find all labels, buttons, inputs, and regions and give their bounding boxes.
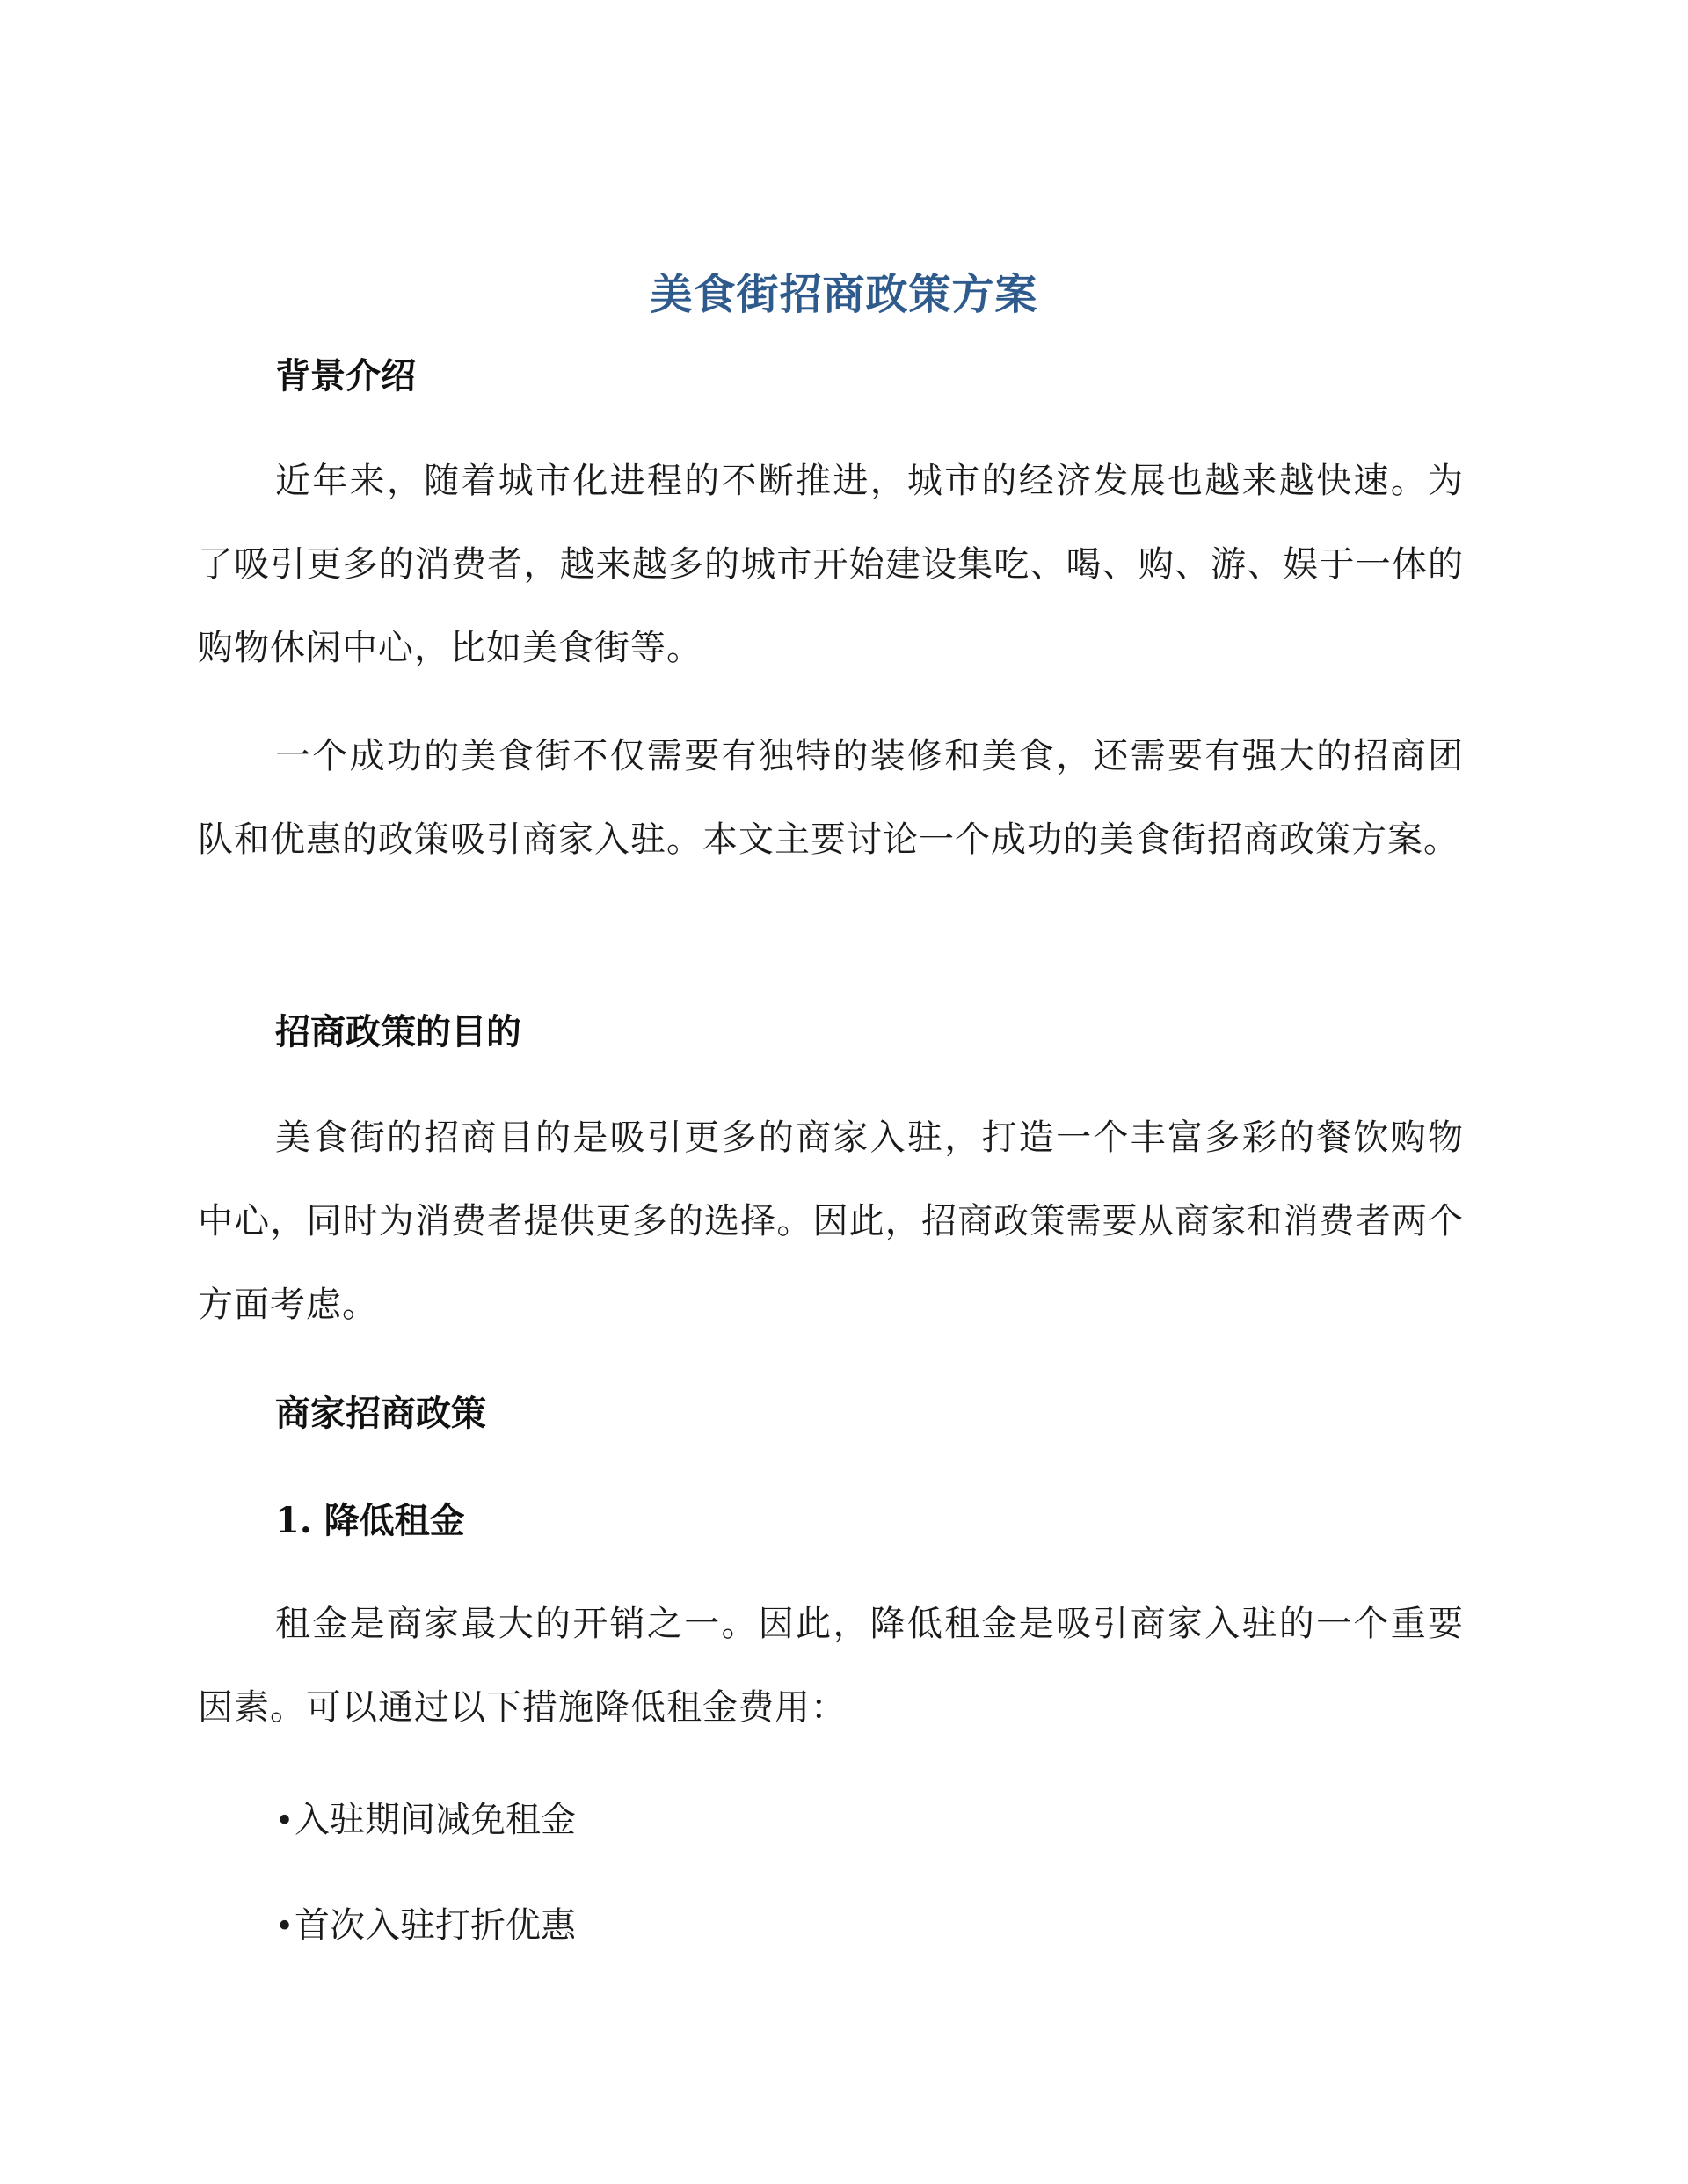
bullet-icon: • — [275, 1909, 295, 1945]
paragraph-reduce-rent-1: 租金是商家最大的开销之一。因此，降低租金是吸引商家入驻的一个重要因素。可以通过以下措施降低租金费用： — [198, 1604, 1464, 1728]
document-title: 美食街招商政策方案 — [650, 270, 1038, 319]
paragraph-background-1: 近年来，随着城市化进程的不断推进，城市的经济发展也越来越快速。为了吸引更多的消费者，越来越多的城市开始建设集吃、喝、购、游、娱于一体的购物休闲中心，比如美食街等。 — [198, 461, 1464, 668]
section-heading-purpose: 招商政策的目的 — [275, 1011, 521, 1052]
bullet-icon: • — [275, 1803, 295, 1839]
subheading-reduce-rent: 1. 降低租金 — [275, 1500, 465, 1541]
paragraph-background-2: 一个成功的美食街不仅需要有独特的装修和美食，还需要有强大的招商团队和优惠的政策吸引商家入驻。本文主要讨论一个成功的美食街招商政策方案。 — [198, 736, 1464, 860]
list-item — [275, 1899, 576, 1954]
list-item-text: 入驻期间减免租金 — [295, 1800, 576, 1840]
list-item — [275, 1794, 576, 1848]
list-item-text: 首次入驻打折优惠 — [295, 1905, 576, 1946]
section-heading-background: 背景介绍 — [275, 355, 416, 397]
paragraph-purpose-1: 美食街的招商目的是吸引更多的商家入驻，打造一个丰富多彩的餐饮购物中心，同时为消费者提供更多的选择。因此，招商政策需要从商家和消费者两个方面考虑。 — [198, 1117, 1464, 1325]
section-heading-merchant-policy: 商家招商政策 — [275, 1393, 486, 1434]
